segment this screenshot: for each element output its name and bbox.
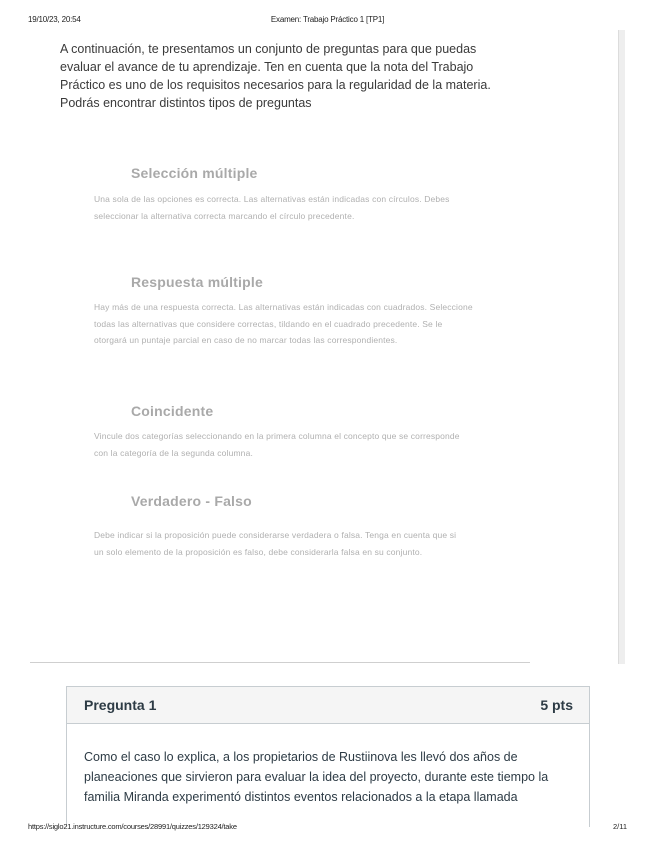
section-desc-matching: Vincule dos categorías seleccionando en la primera columna el concepto que se corresponde con la categoría de la segunda columna. bbox=[94, 431, 460, 458]
intro-text: A continuación, te presentamos un conjunto de preguntas para que puedas evaluar el avance de tu aprendizaje. Ten en cuenta que la nota del Trabajo Práctico es uno de los requisitos necesarios para la regularidad de la materia. Podrás encontrar distintos tipos de preguntas bbox=[60, 42, 491, 110]
print-footer-page: 2/11 bbox=[612, 822, 627, 831]
section-title-multiple-choice: Selección múltiple bbox=[131, 165, 258, 181]
section-title-multiple-answer: Respuesta múltiple bbox=[131, 274, 263, 290]
question-card bbox=[66, 686, 590, 827]
question-text: Como el caso lo explica, a los propietarios de Rustiinova les llevó dos años de planeaciones que sirvieron para evaluar la idea del proyecto, durante este tiempo la familia Miranda experimentó distintos eventos relacionados a la etapa llamada bbox=[84, 750, 549, 804]
section-title-true-false: Verdadero - Falso bbox=[131, 493, 252, 509]
section-desc-multiple-choice: Una sola de las opciones es correcta. Las alternativas están indicadas con círculos. Debes seleccionar la alternativa correcta marcando el círculo precedente. bbox=[94, 194, 450, 221]
question-header bbox=[67, 687, 589, 724]
section-title-matching: Coincidente bbox=[131, 403, 214, 419]
print-footer-url: https://siglo21.instructure.com/courses/28991/quizzes/129324/take bbox=[28, 822, 237, 831]
print-header-title: Examen: Trabajo Práctico 1 [TP1] bbox=[270, 15, 385, 24]
question-title: Pregunta 1 bbox=[84, 697, 157, 713]
scrollbar[interactable] bbox=[618, 30, 625, 664]
section-desc-true-false: Debe indicar si la proposición puede considerarse verdadera o falsa. Tenga en cuenta que si un solo elemento de la proposición es falso, debe considerarla falsa en su conjunto. bbox=[94, 530, 457, 557]
print-header-date: 19/10/23, 20:54 bbox=[28, 15, 81, 24]
divider bbox=[30, 662, 530, 663]
section-desc-multiple-answer: Hay más de una respuesta correcta. Las alternativas están indicadas con cuadrados. Seleccione todas las alternativas que considere correctas, tildando en el cuadrado precedente. Se le otorgará un puntaje parcial en caso de no marcar todas las correspondientes. bbox=[94, 302, 473, 345]
question-points: 5 pts bbox=[540, 697, 573, 713]
